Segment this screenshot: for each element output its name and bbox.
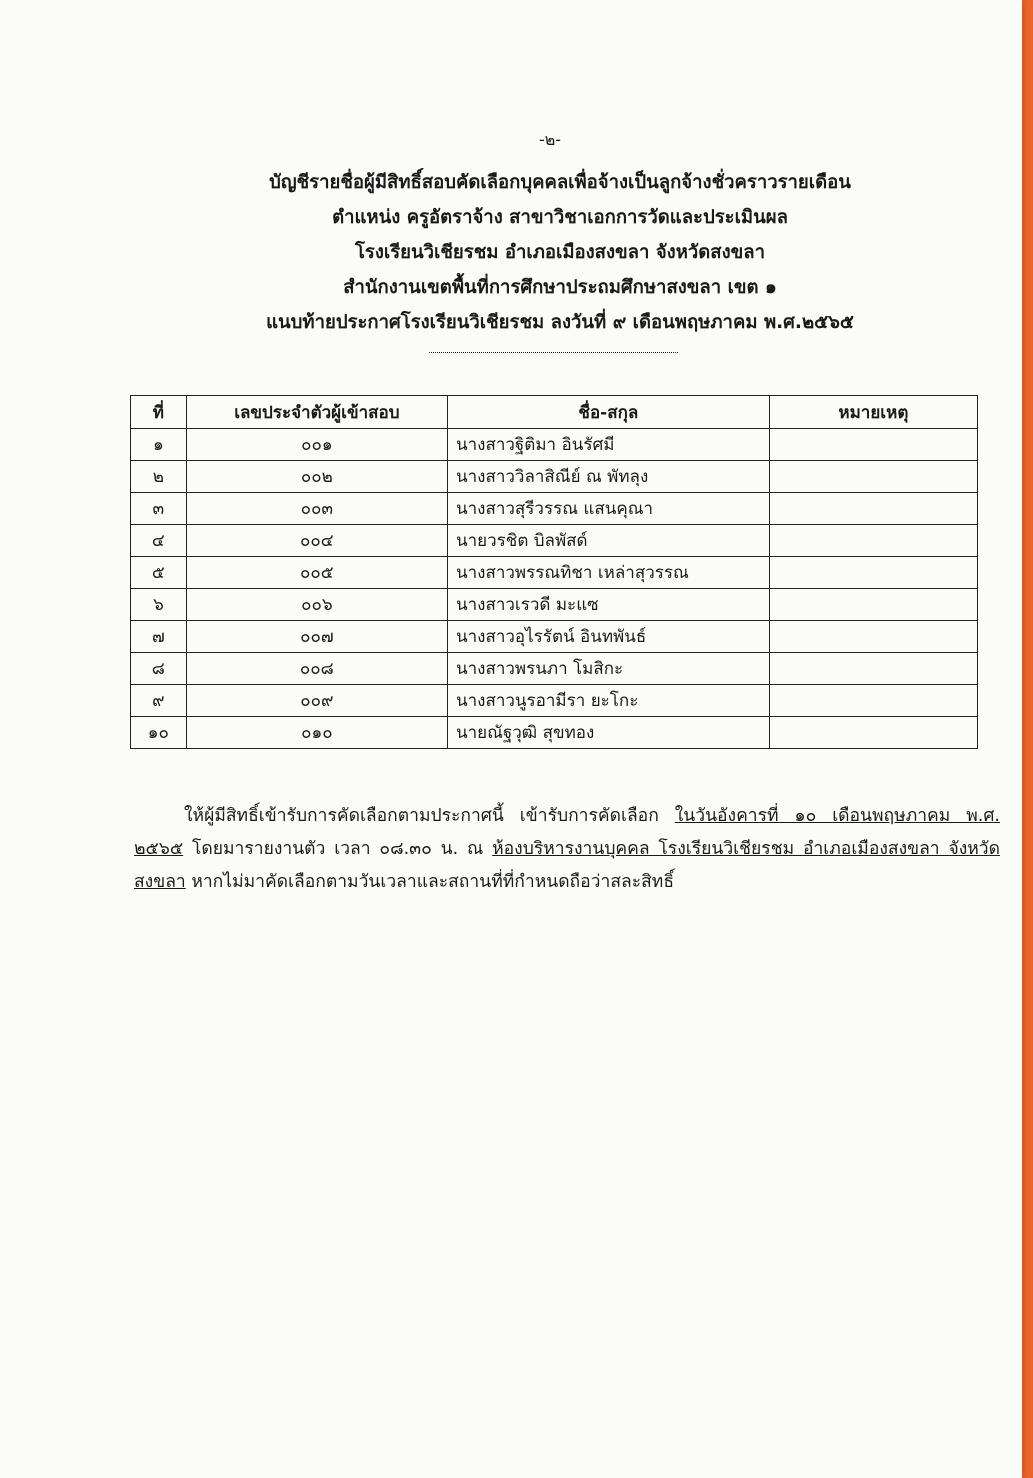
column-header-note: หมายเหตุ: [769, 396, 977, 429]
row-exam-id: ๐๐๖: [186, 589, 447, 621]
row-exam-id: ๐๐๓: [186, 493, 447, 525]
row-name: นางสาววิลาสิณีย์ ณ พัทลุง: [447, 461, 769, 493]
row-note: [769, 525, 977, 557]
row-note: [769, 493, 977, 525]
row-number: ๘: [131, 653, 187, 685]
table-row: [131, 621, 978, 653]
row-exam-id: ๐๐๗: [186, 621, 447, 653]
row-number: ๖: [131, 589, 187, 621]
row-name: นายณัฐวุฒิ สุขทอง: [447, 717, 769, 749]
table-header-row: [131, 396, 978, 429]
table-row: [131, 589, 978, 621]
row-name: นางสาวพรรณทิชา เหล่าสุวรรณ: [447, 557, 769, 589]
header-school: โรงเรียนวิเชียรชม อำเภอเมืองสงขลา จังหวัดสงขลา: [355, 242, 765, 263]
notice-intro: ให้ผู้มีสิทธิ์เข้ารับการคัดเลือกตามประกาศนี้ เข้ารับการคัดเลือก: [184, 806, 675, 826]
column-header-exam-id: เลขประจำตัวผู้เข้าสอบ: [186, 396, 447, 429]
row-note: [769, 653, 977, 685]
notice-report-time: โดยมารายงานตัว เวลา ๐๘.๓๐ น. ณ: [183, 839, 493, 859]
row-note: [769, 717, 977, 749]
row-exam-id: ๐๐๕: [186, 557, 447, 589]
row-number: ๕: [131, 557, 187, 589]
row-number: ๓: [131, 493, 187, 525]
row-exam-id: ๐๑๐: [186, 717, 447, 749]
row-exam-id: ๐๐๑: [186, 429, 447, 461]
column-header-name: ชื่อ-สกุล: [447, 396, 769, 429]
notice-place: ห้องบริหารงานบุคคล โรงเรียนวิเชียรชม อำเภอเมืองสงขลา จังหวัดสงขลา: [134, 839, 1000, 892]
row-name: นางสาวนูรอามีรา ยะโกะ: [447, 685, 769, 717]
table-row: [131, 493, 978, 525]
row-number: ๑๐: [131, 717, 187, 749]
dotted-divider: [429, 352, 678, 353]
row-note: [769, 589, 977, 621]
column-header-no: ที่: [131, 396, 187, 429]
row-name: นางสาวสุรีวรรณ แสนคุณา: [447, 493, 769, 525]
table-row: [131, 525, 978, 557]
page-number: -๒-: [538, 130, 562, 149]
row-note: [769, 621, 977, 653]
notice-date: ในวันอังคารที่ ๑๐ เดือนพฤษภาคม พ.ศ. ๒๕๖๕: [134, 806, 1000, 859]
row-number: ๙: [131, 685, 187, 717]
row-exam-id: ๐๐๙: [186, 685, 447, 717]
row-exam-id: ๐๐๘: [186, 653, 447, 685]
table-row: [131, 685, 978, 717]
table-row: [131, 717, 978, 749]
row-number: ๑: [131, 429, 187, 461]
row-exam-id: ๐๐๔: [186, 525, 447, 557]
notice-paragraph: [134, 800, 1000, 899]
document-header: [80, 165, 1033, 340]
table-row: [131, 653, 978, 685]
row-note: [769, 429, 977, 461]
row-number: ๗: [131, 621, 187, 653]
row-name: นางสาวอุไรรัตน์ อินทพันธ์: [447, 621, 769, 653]
header-position: ตำแหน่ง ครูอัตราจ้าง สาขาวิชาเอกการวัดและประเมินผล: [332, 207, 788, 228]
row-name: นางสาวเรวดี มะแซ: [447, 589, 769, 621]
row-number: ๔: [131, 525, 187, 557]
row-exam-id: ๐๐๒: [186, 461, 447, 493]
header-office: สำนักงานเขตพื้นที่การศึกษาประถมศึกษาสงขลา เขต ๑: [343, 277, 777, 298]
candidate-table: [130, 395, 978, 749]
table-row: [131, 557, 978, 589]
row-name: นางสาวฐิติมา อินรัศมี: [447, 429, 769, 461]
header-attachment: แนบท้ายประกาศโรงเรียนวิเชียรชม ลงวันที่ ๙ เดือนพฤษภาคม พ.ศ.๒๕๖๕: [266, 312, 854, 333]
row-number: ๒: [131, 461, 187, 493]
table-row: [131, 461, 978, 493]
row-name: นายวรชิต บิลพัสด์: [447, 525, 769, 557]
row-name: นางสาวพรนภา โมสิกะ: [447, 653, 769, 685]
row-note: [769, 461, 977, 493]
row-note: [769, 685, 977, 717]
row-note: [769, 557, 977, 589]
header-title: บัญชีรายชื่อผู้มีสิทธิ์สอบคัดเลือกบุคคลเพื่อจ้างเป็นลูกจ้างชั่วคราวรายเดือน: [269, 172, 851, 193]
notice-closing: หากไม่มาคัดเลือกตามวันเวลาและสถานที่ที่กำหนดถือว่าสละสิทธิ์: [185, 872, 675, 892]
table-row: [131, 429, 978, 461]
